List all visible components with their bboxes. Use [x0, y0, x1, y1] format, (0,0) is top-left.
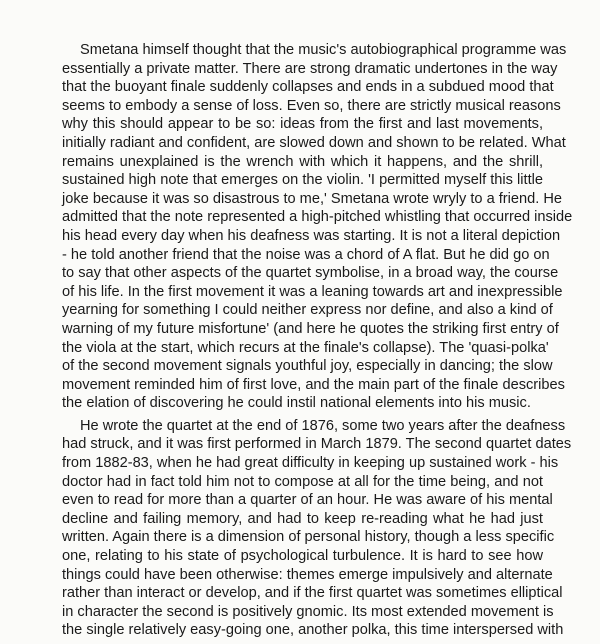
text-line: yearning for something I could neither express nor define, and also a kind of [62, 302, 553, 319]
text-line: warning of my future misfortune' (and here he quotes the striking first entry of [62, 320, 559, 337]
text-line: doctor had in fact told him not to compose at all for the time being, and not [62, 473, 543, 490]
text-line: that the buoyant finale suddenly collapses and ends in a subdued mood that [62, 79, 554, 96]
text-line: movement reminded him of first love, and the main part of the finale describes [62, 376, 565, 393]
text-line: He wrote the quartet at the end of 1876, some two years after the deafness [80, 417, 566, 434]
text-line: admitted that the note represented a high-pitched whistling that occurred inside [62, 209, 573, 226]
text-line: joke because it was so disastrous to me,' Smetana wrote wryly to a friend. He [62, 190, 563, 207]
text-line: had struck, and it was first performed in March 1879. The second quartet dates [62, 436, 572, 453]
text-line: why this should appear to be so: ideas from the first and last movements, [62, 116, 543, 133]
text-line: sustained high note that emerges on the violin. 'I permitted myself this little [62, 172, 543, 189]
text-line: essentially a private matter. There are strong dramatic undertones in the way [62, 60, 558, 77]
text-line: things could have been otherwise: themes emerge impulsively and alternate [62, 566, 553, 583]
text-line: the elation of discovering he could instil national elements into his music. [62, 395, 531, 412]
text-line: from 1882-83, when he had great difficulty in keeping up sustained work - his [62, 455, 559, 472]
text-line: - he told another friend that the noise was a chord of A flat. But he did go on [62, 246, 550, 263]
document-page [62, 41, 573, 644]
text-line: initially radiant and confident, are slowed down and shown to be related. What [62, 134, 566, 151]
text-line: remains unexplained is the wrench with which it happens, and the shrill, [62, 153, 543, 170]
text-line: his head every day when his deafness was starting. It is not a literal depiction [62, 227, 561, 244]
text-line: the single relatively easy-going one, another polka, this time interspersed with [62, 622, 564, 639]
text-line: seems to embody a sense of loss. Even so, there are strictly musical reasons [62, 97, 561, 114]
paragraph-1 [62, 41, 573, 413]
text-line: of his life. In the first movement it was a leaning towards art and inexpressible [62, 283, 563, 300]
text-line: to say that other aspects of the quartet symbolise, in a broad way, the course [62, 265, 559, 282]
text-line: decline and failing memory, and had to keep re-reading what he had just [62, 510, 543, 527]
text-line: rather than interact or develop, and if the first quartet was sometimes elliptical [62, 585, 563, 602]
text-line: one, relating to his state of psychological turbulence. It is hard to see how [62, 548, 543, 565]
text-line: written. Again there is a dimension of personal history, though a less specific [62, 529, 555, 546]
text-line: even to read for more than a quarter of an hour. He was aware of his mental [62, 492, 553, 509]
text-line: in character the second is positively gnomic. Its most extended movement is [62, 603, 554, 620]
paragraph-2 [62, 417, 572, 640]
text-line: Smetana himself thought that the music's autobiographical programme was [80, 42, 567, 58]
text-line: of the second movement signals youthful joy, especially in dancing; the slow [62, 358, 553, 375]
text-line: the viola at the start, which recurs at the finale's collapse). The 'quasi-polka' [62, 339, 549, 356]
